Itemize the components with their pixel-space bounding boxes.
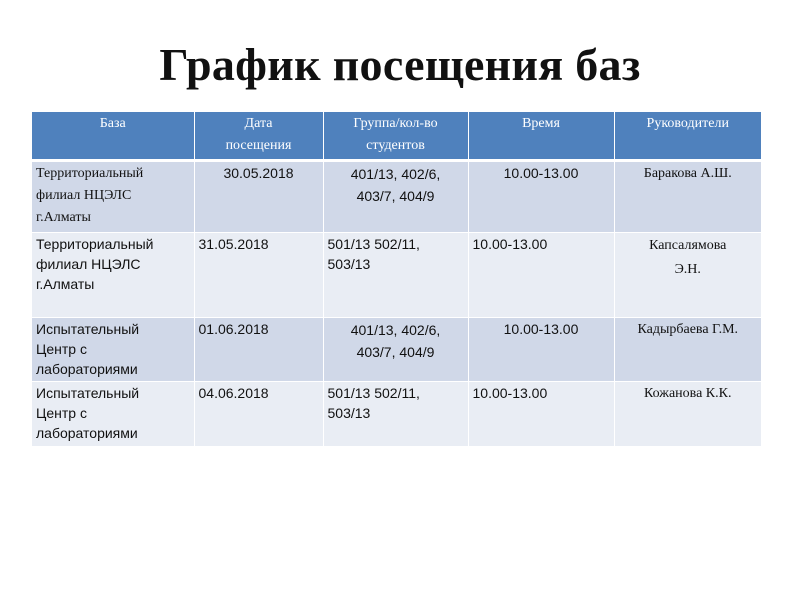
cell-date: 04.06.2018 xyxy=(194,382,323,447)
cell-date: 30.05.2018 xyxy=(194,161,323,233)
cell-group: 401/13, 402/6, 403/7, 404/9 xyxy=(323,318,468,382)
cell-supervisor: Кадырбаева Г.М. xyxy=(614,318,761,382)
header-supervisors: Руководители xyxy=(614,112,761,161)
cell-group: 501/13 502/11, 503/13 xyxy=(323,233,468,318)
cell-base: Территориальный филиал НЦЭЛС г.Алматы xyxy=(32,233,194,318)
cell-supervisor: Капсалямова Э.Н. xyxy=(614,233,761,318)
header-group-count: Группа/кол-во студентов xyxy=(323,112,468,161)
cell-date: 01.06.2018 xyxy=(194,318,323,382)
cell-time: 10.00-13.00 xyxy=(468,318,614,382)
table-row xyxy=(32,161,761,233)
table-header-row xyxy=(32,112,761,161)
cell-group: 401/13, 402/6, 403/7, 404/9 xyxy=(323,161,468,233)
table-row xyxy=(32,233,761,318)
visit-schedule-table xyxy=(32,112,761,447)
cell-supervisor: Кожанова К.К. xyxy=(614,382,761,447)
header-time: Время xyxy=(468,112,614,161)
cell-group: 501/13 502/11, 503/13 xyxy=(323,382,468,447)
cell-time: 10.00-13.00 xyxy=(468,382,614,447)
cell-date: 31.05.2018 xyxy=(194,233,323,318)
cell-base: Испытательный Центр с лабораториями xyxy=(32,382,194,447)
cell-supervisor: Баракова А.Ш. xyxy=(614,161,761,233)
header-base: База xyxy=(32,112,194,161)
header-visit-date: Дата посещения xyxy=(194,112,323,161)
table-row xyxy=(32,318,761,382)
page-title: График посещения баз xyxy=(159,39,641,90)
cell-base: Испытательный Центр с лабораториями xyxy=(32,318,194,382)
table-row xyxy=(32,382,761,447)
cell-time: 10.00-13.00 xyxy=(468,161,614,233)
cell-base: Территориальный филиал НЦЭЛС г.Алматы xyxy=(32,161,194,233)
cell-time: 10.00-13.00 xyxy=(468,233,614,318)
